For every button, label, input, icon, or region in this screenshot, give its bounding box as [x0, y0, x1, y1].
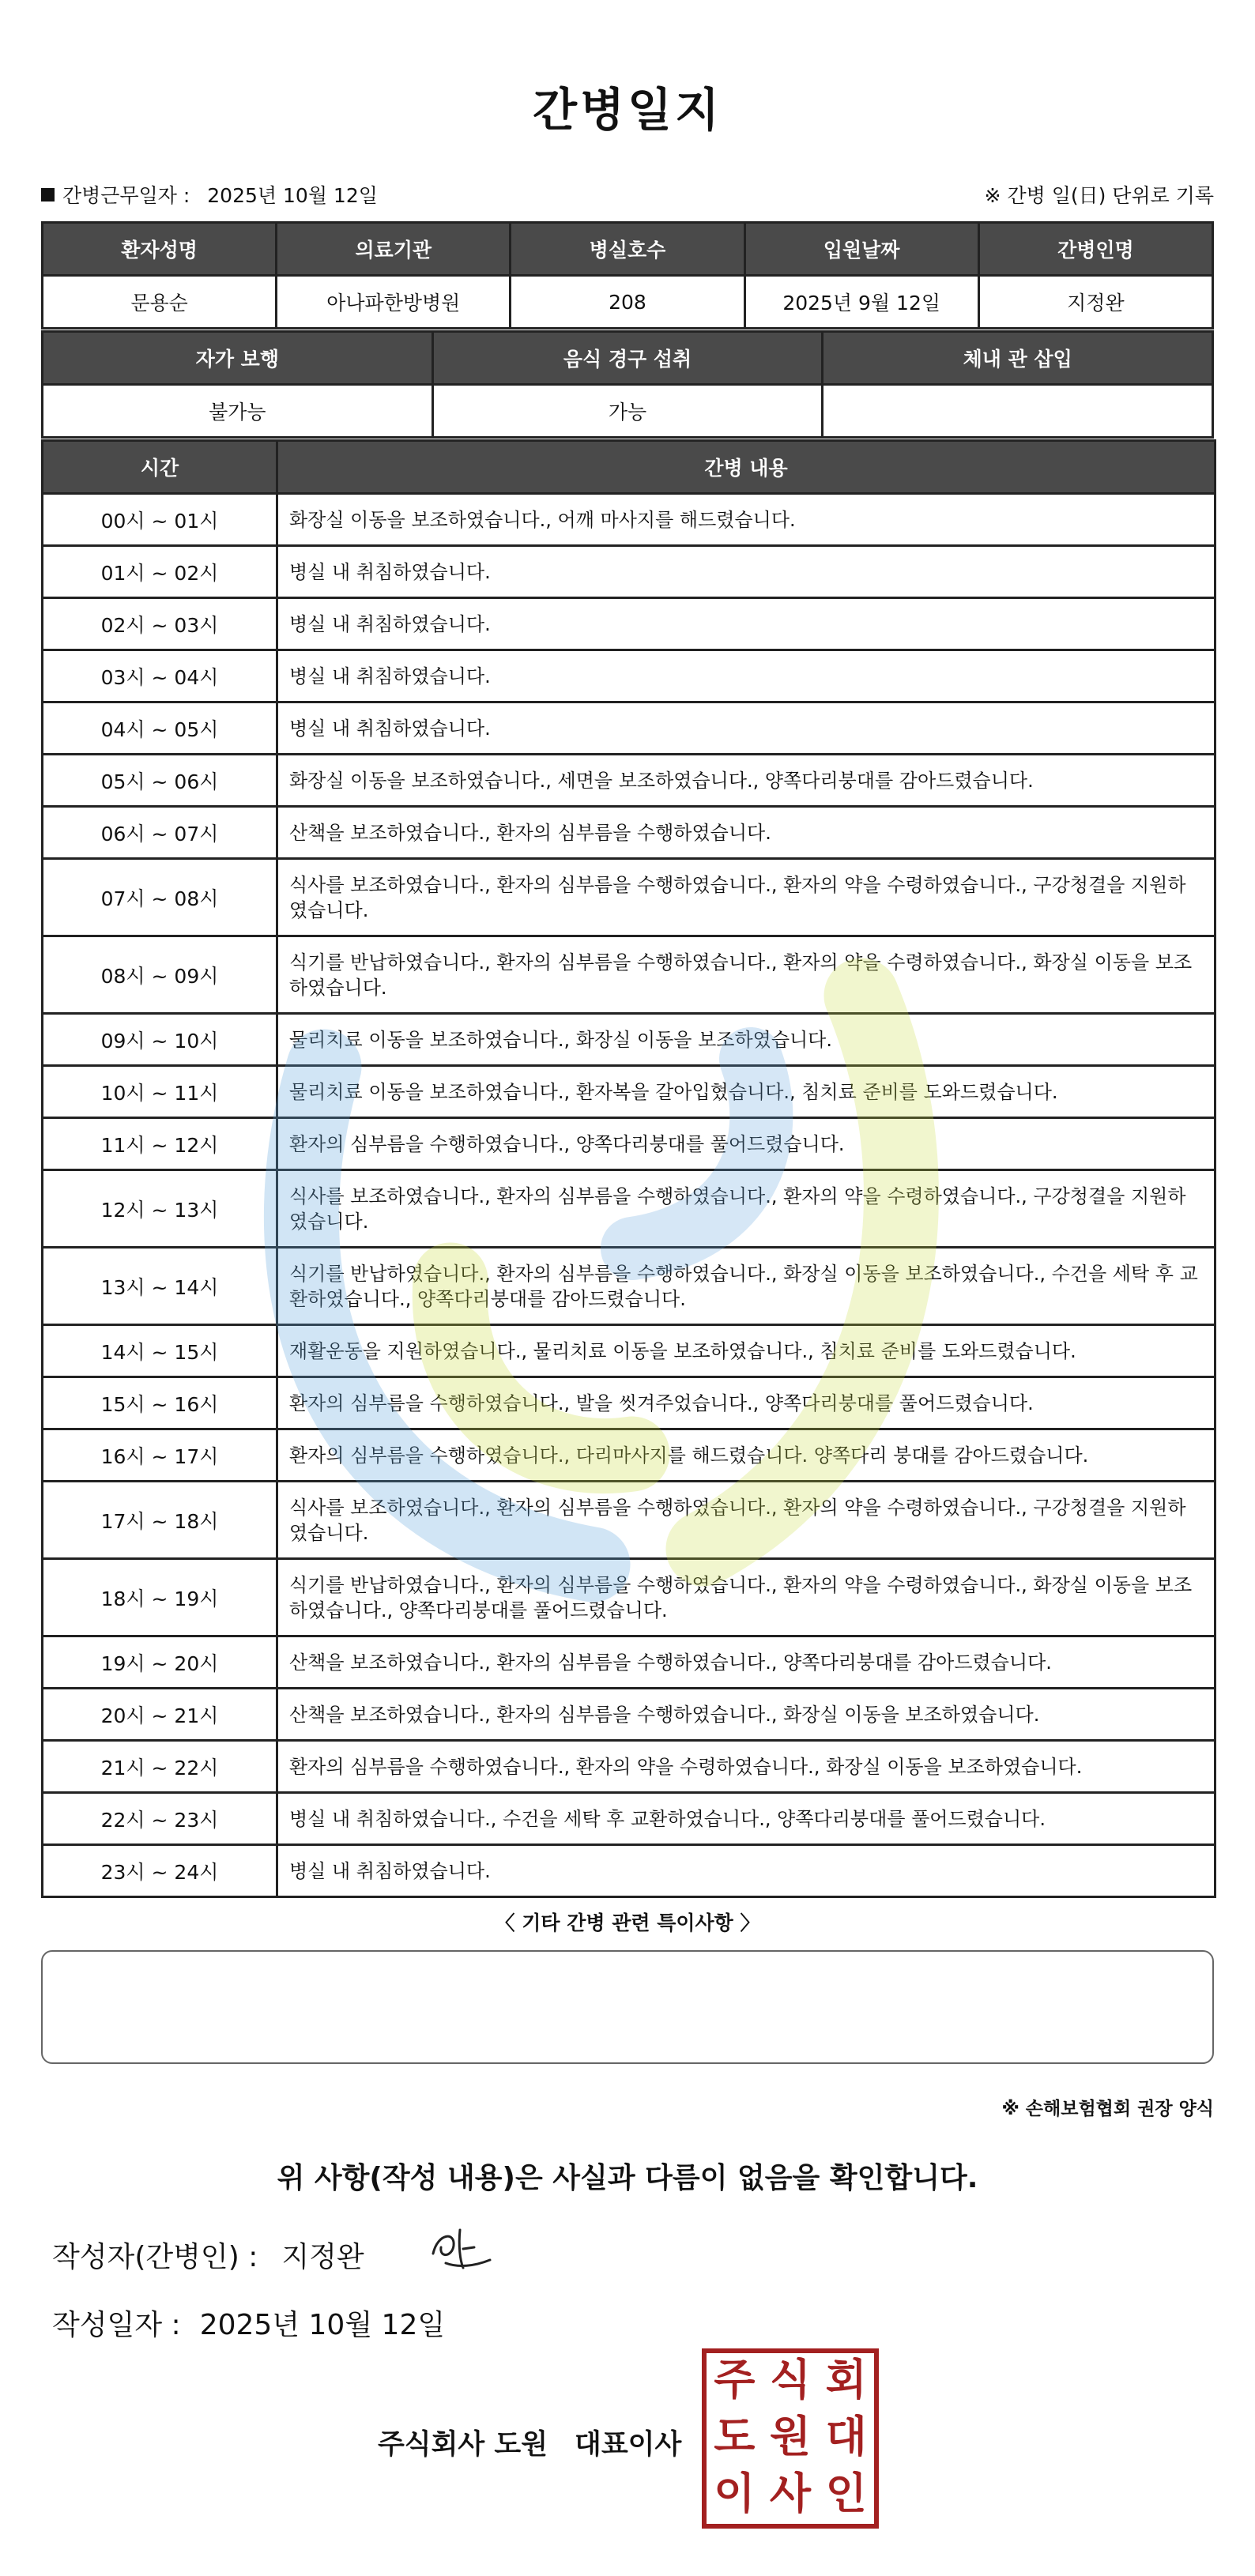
- table-row: [43, 385, 1213, 438]
- hospital: 아나파한방병원: [277, 276, 511, 329]
- time-slot: 22시 ~ 23시: [43, 1793, 277, 1845]
- care-content: 병실 내 취침하였습니다.: [277, 598, 1215, 650]
- writer-label: 작성자(간병인) :: [52, 2241, 258, 2273]
- page-title: 간병일지: [532, 83, 723, 137]
- table-row: [43, 1793, 1215, 1845]
- care-content: 식사를 보조하였습니다., 환자의 심부름을 수행하였습니다., 환자의 약을 수령하였습니다., 구강청결을 지원하였습니다.: [277, 1170, 1215, 1248]
- care-content: 환자의 심부름을 수행하였습니다., 양쪽다리붕대를 풀어드렸습니다.: [277, 1118, 1215, 1170]
- written-date-value: 2025년 10월 12일: [199, 2309, 446, 2341]
- table-row: [43, 755, 1215, 807]
- work-date: [41, 180, 378, 209]
- table-row: [43, 276, 1213, 329]
- table-row: [43, 1325, 1215, 1377]
- time-slot: 21시 ~ 22시: [43, 1741, 277, 1793]
- time-slot: 16시 ~ 17시: [43, 1429, 277, 1482]
- care-content: 식기를 반납하였습니다., 환자의 심부름을 수행하였습니다., 환자의 약을 수령하였습니다., 화장실 이동을 보조하였습니다.: [277, 936, 1215, 1014]
- header-oral-intake: 음식 경구 섭취: [432, 332, 823, 385]
- header-self-walking: 자가 보행: [43, 332, 433, 385]
- self-walking: 불가능: [43, 385, 433, 438]
- table-row: [43, 702, 1215, 755]
- table-row: [43, 1429, 1215, 1482]
- care-content: 환자의 심부름을 수행하였습니다., 발을 씻겨주었습니다., 양쪽다리붕대를 풀어드렸습니다.: [277, 1377, 1215, 1429]
- seal-char: 사: [769, 2469, 812, 2518]
- form-credit: ※ 손해보험협회 권장 양식: [1001, 2099, 1214, 2119]
- time-slot: 09시 ~ 10시: [43, 1014, 277, 1066]
- oral-intake: 가능: [432, 385, 823, 438]
- table-row: [43, 1845, 1215, 1897]
- care-content: 식사를 보조하였습니다., 환자의 심부름을 수행하였습니다., 환자의 약을 수령하였습니다., 구강청결을 지원하였습니다.: [277, 1482, 1215, 1559]
- care-content: 산책을 보조하였습니다., 환자의 심부름을 수행하였습니다.: [277, 807, 1215, 859]
- writer-name: 지정완: [281, 2241, 364, 2273]
- table-header-row: [43, 332, 1213, 385]
- written-date-line: [52, 2303, 445, 2343]
- care-log-body: [43, 494, 1215, 1897]
- seal-char: 도: [714, 2412, 756, 2461]
- table-row: [43, 1377, 1215, 1429]
- time-slot: 14시 ~ 15시: [43, 1325, 277, 1377]
- time-slot: 03시 ~ 04시: [43, 650, 277, 702]
- header-care-content: 간병 내용: [277, 441, 1215, 494]
- care-content: 식기를 반납하였습니다., 환자의 심부름을 수행하였습니다., 환자의 약을 수령하였습니다., 화장실 이동을 보조하였습니다., 양쪽다리붕대를 풀어드렸습니다.: [277, 1559, 1215, 1636]
- time-slot: 15시 ~ 16시: [43, 1377, 277, 1429]
- signature-icon: [424, 2222, 495, 2277]
- table-row: [43, 494, 1215, 546]
- special-notes-box: [41, 1950, 1214, 2064]
- care-content: 물리치료 이동을 보조하였습니다., 환자복을 갈아입혔습니다., 침치료 준비를 도와드렸습니다.: [277, 1066, 1215, 1118]
- care-content: 물리치료 이동을 보조하였습니다., 화장실 이동을 보조하였습니다.: [277, 1014, 1215, 1066]
- care-log-table: [41, 439, 1216, 1898]
- patient-name: 문용순: [43, 276, 277, 329]
- care-content: 산책을 보조하였습니다., 환자의 심부름을 수행하였습니다., 양쪽다리붕대를 감아드렸습니다.: [277, 1636, 1215, 1689]
- care-content: 화장실 이동을 보조하였습니다., 어깨 마사지를 해드렸습니다.: [277, 494, 1215, 546]
- company-seal: [702, 2348, 879, 2529]
- company-signature-line: [378, 2423, 681, 2462]
- time-slot: 12시 ~ 13시: [43, 1170, 277, 1248]
- time-slot: 00시 ~ 01시: [43, 494, 277, 546]
- seal-char: 식: [769, 2355, 812, 2405]
- header-time: 시간: [43, 441, 277, 494]
- written-date-label: 작성일자 :: [52, 2309, 181, 2341]
- time-slot: 11시 ~ 12시: [43, 1118, 277, 1170]
- time-slot: 07시 ~ 08시: [43, 859, 277, 936]
- time-slot: 17시 ~ 18시: [43, 1482, 277, 1559]
- confirmation-statement: 위 사항(작성 내용)은 사실과 다름이 없음을 확인합니다.: [277, 2162, 978, 2194]
- table-row: [43, 1741, 1215, 1793]
- header-patient-name: 환자성명: [43, 223, 277, 276]
- care-content: 환자의 심부름을 수행하였습니다., 다리마사지를 해드렸습니다. 양쪽다리 붕대를 감아드렸습니다.: [277, 1429, 1215, 1482]
- room-number: 208: [511, 276, 744, 329]
- seal-char: 인: [825, 2469, 867, 2518]
- patient-status-table: [41, 330, 1214, 439]
- caregiver-name: 지정완: [978, 276, 1212, 329]
- work-date-value: 2025년 10월 12일: [207, 184, 378, 207]
- care-content: 재활운동을 지원하였습니다., 물리치료 이동을 보조하였습니다., 침치료 준비를 도와드렸습니다.: [277, 1325, 1215, 1377]
- care-content: 병실 내 취침하였습니다.: [277, 702, 1215, 755]
- tube-insertion: [823, 385, 1213, 438]
- care-content: 병실 내 취침하였습니다.: [277, 650, 1215, 702]
- work-date-label: 간병근무일자 :: [62, 184, 190, 207]
- time-slot: 23시 ~ 24시: [43, 1845, 277, 1897]
- seal-char: 이: [714, 2469, 756, 2518]
- seal-char: 주: [714, 2355, 756, 2405]
- care-content: 병실 내 취침하였습니다., 수건을 세탁 후 교환하였습니다., 양쪽다리붕대를 풀어드렸습니다.: [277, 1793, 1215, 1845]
- table-row: [43, 1636, 1215, 1689]
- table-row: [43, 1118, 1215, 1170]
- care-content: 병실 내 취침하였습니다.: [277, 1845, 1215, 1897]
- time-slot: 10시 ~ 11시: [43, 1066, 277, 1118]
- time-slot: 18시 ~ 19시: [43, 1559, 277, 1636]
- time-slot: 02시 ~ 03시: [43, 598, 277, 650]
- header-caregiver-name: 간병인명: [978, 223, 1212, 276]
- special-notes-title: 〈 기타 간병 관련 특이사항 〉: [495, 1911, 760, 1934]
- table-row: [43, 1559, 1215, 1636]
- company-name: 주식회사 도원: [378, 2429, 548, 2461]
- seal-char: 원: [769, 2412, 812, 2461]
- table-row: [43, 1248, 1215, 1325]
- header-hospital: 의료기관: [277, 223, 511, 276]
- table-row: [43, 1689, 1215, 1741]
- table-row: [43, 936, 1215, 1014]
- table-row: [43, 598, 1215, 650]
- seal-char: 회: [825, 2355, 867, 2405]
- care-content: 산책을 보조하였습니다., 환자의 심부름을 수행하였습니다., 화장실 이동을 보조하였습니다.: [277, 1689, 1215, 1741]
- table-row: [43, 650, 1215, 702]
- time-slot: 13시 ~ 14시: [43, 1248, 277, 1325]
- table-header-row: [43, 223, 1213, 276]
- care-content: 식사를 보조하였습니다., 환자의 심부름을 수행하였습니다., 환자의 약을 수령하였습니다., 구강청결을 지원하였습니다.: [277, 859, 1215, 936]
- table-row: [43, 1170, 1215, 1248]
- header-room-number: 병실호수: [511, 223, 744, 276]
- time-slot: 06시 ~ 07시: [43, 807, 277, 859]
- time-slot: 04시 ~ 05시: [43, 702, 277, 755]
- time-slot: 01시 ~ 02시: [43, 546, 277, 598]
- representative-title: 대표이사: [575, 2429, 682, 2461]
- care-content: 식기를 반납하였습니다., 환자의 심부름을 수행하였습니다., 화장실 이동을 보조하였습니다., 수건을 세탁 후 교환하였습니다., 양쪽다리붕대를 감아드렸습니다.: [277, 1248, 1215, 1325]
- table-row: [43, 859, 1215, 936]
- time-slot: 08시 ~ 09시: [43, 936, 277, 1014]
- daily-record-note: ※ 간병 일(日) 단위로 기록: [984, 184, 1214, 207]
- time-slot: 19시 ~ 20시: [43, 1636, 277, 1689]
- care-content: 병실 내 취침하였습니다.: [277, 546, 1215, 598]
- time-slot: 05시 ~ 06시: [43, 755, 277, 807]
- table-row: [43, 1066, 1215, 1118]
- care-content: 화장실 이동을 보조하였습니다., 세면을 보조하였습니다., 양쪽다리붕대를 감아드렸습니다.: [277, 755, 1215, 807]
- header-tube-insertion: 체내 관 삽입: [823, 332, 1213, 385]
- patient-info-table: [41, 221, 1214, 330]
- care-content: 환자의 심부름을 수행하였습니다., 환자의 약을 수령하였습니다., 화장실 이동을 보조하였습니다.: [277, 1741, 1215, 1793]
- table-row: [43, 807, 1215, 859]
- admission-date: 2025년 9월 12일: [744, 276, 978, 329]
- seal-char: 대: [825, 2412, 867, 2461]
- square-bullet-icon: [41, 188, 55, 201]
- table-row: [43, 1014, 1215, 1066]
- table-header-row: [43, 441, 1215, 494]
- table-row: [43, 546, 1215, 598]
- header-admission-date: 입원날짜: [744, 223, 978, 276]
- writer-line: [52, 2235, 364, 2275]
- time-slot: 20시 ~ 21시: [43, 1689, 277, 1741]
- table-row: [43, 1482, 1215, 1559]
